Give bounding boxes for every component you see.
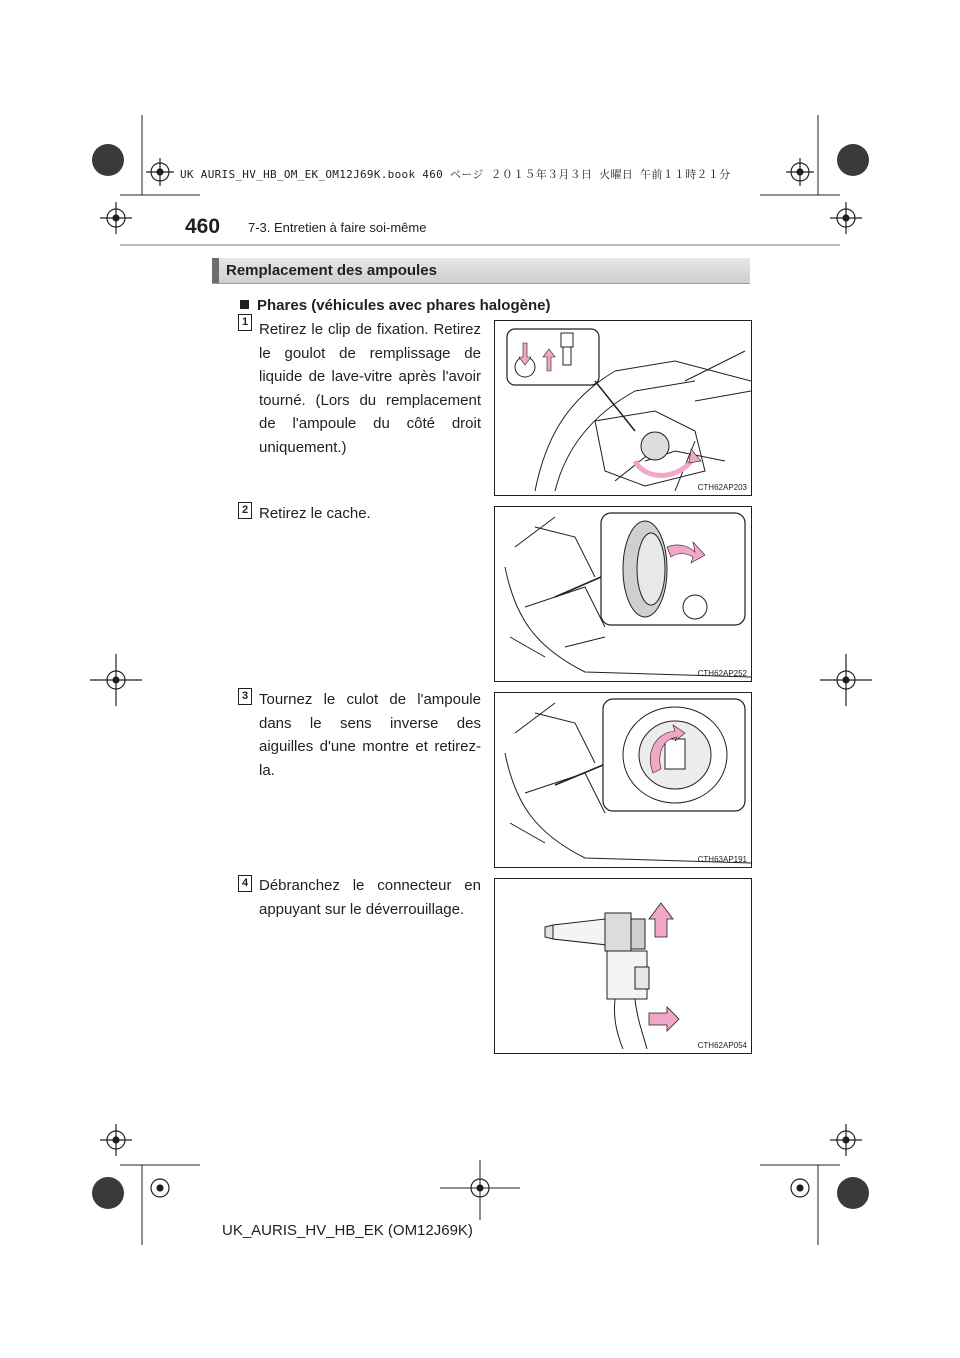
header-rule [120, 244, 840, 246]
step-text-2: Retirez le cache. [259, 505, 371, 522]
page-number: 460 [185, 215, 221, 238]
band-marker [212, 258, 219, 283]
section-heading: Remplacement des ampoules [226, 262, 437, 279]
band-underline [212, 283, 750, 284]
headlight-cover-illustration [495, 507, 751, 681]
washer-filler-illustration [495, 321, 751, 495]
figure-step-4 [494, 878, 752, 1054]
footer-code: UK_AURIS_HV_HB_EK (OM12J69K) [222, 1222, 473, 1239]
step-text-1: Retirez le clip de fixation. Retirez le goulot de remplissage de liquide de lave-vitre après l'avoir tourné. (Lors du remplacement de l'ampoule du côté droit uniquement.) [259, 321, 481, 456]
sub-heading [240, 297, 550, 314]
bulb-base-illustration [495, 693, 751, 867]
figure-code-1: CTH62AP203 [697, 483, 747, 492]
square-bullet-icon [240, 300, 249, 309]
figure-code-4: CTH62AP054 [697, 1041, 747, 1050]
sub-heading-text: Phares (véhicules avec phares halogène) [257, 297, 551, 314]
figure-step-3 [494, 692, 752, 868]
figure-step-2 [494, 506, 752, 682]
print-header: UK AURIS_HV_HB_OM_EK_OM12J69K.book 460 ページ ２０１５年３月３日 火曜日 午前１１時２１分 [180, 168, 731, 181]
step-badge-1: 1 [238, 314, 252, 331]
figure-code-2: CTH62AP252 [697, 669, 747, 678]
bulb-connector-illustration [495, 879, 751, 1053]
step-badge-3: 3 [238, 688, 252, 705]
step-badge-4: 4 [238, 875, 252, 892]
figure-step-1 [494, 320, 752, 496]
figure-code-3: CTH63AP191 [697, 855, 747, 864]
step-badge-2: 2 [238, 502, 252, 519]
step-text-3: Tournez le culot de l'ampoule dans le sens inverse des aiguilles d'une montre et retirez-la. [259, 691, 481, 779]
section-title: 7-3. Entretien à faire soi-même [248, 220, 427, 235]
step-text-4: Débranchez le connecteur en appuyant sur le déverrouillage. [259, 877, 481, 918]
